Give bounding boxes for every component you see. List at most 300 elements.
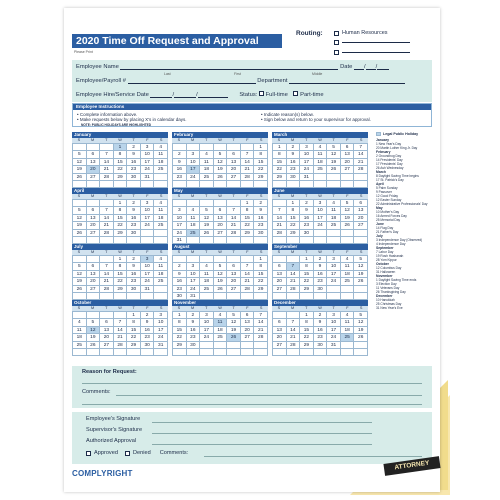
calendar-day[interactable]: 22	[287, 222, 301, 229]
calendar-day[interactable]: 6	[341, 144, 355, 151]
calendar-day[interactable]: 14	[100, 215, 114, 222]
calendar-day[interactable]: 13	[227, 271, 241, 278]
calendar-day[interactable]: 15	[300, 271, 314, 278]
calendar-day[interactable]: 15	[287, 215, 301, 222]
calendar-day[interactable]: 17	[327, 271, 341, 278]
routing-option-3[interactable]	[334, 50, 410, 55]
calendar-day[interactable]: 19	[73, 222, 87, 229]
calendar-day[interactable]: 20	[100, 334, 114, 341]
calendar-day[interactable]: 27	[354, 222, 368, 229]
calendar-day[interactable]: 24	[141, 166, 155, 173]
supervisor-signature-field[interactable]	[152, 433, 372, 434]
calendar-day[interactable]: 6	[227, 263, 241, 270]
calendar-day[interactable]: 3	[314, 200, 328, 207]
calendar-day[interactable]: 21	[114, 334, 128, 341]
calendar-day[interactable]: 5	[73, 207, 87, 214]
calendar-day[interactable]: 2	[187, 312, 201, 319]
calendar-day[interactable]: 14	[100, 159, 114, 166]
calendar-day[interactable]: 18	[73, 334, 87, 341]
calendar-day[interactable]: 9	[127, 151, 141, 158]
calendar-day[interactable]: 15	[114, 215, 128, 222]
calendar-day[interactable]: 9	[187, 319, 201, 326]
calendar-day[interactable]: 10	[141, 263, 155, 270]
calendar-day[interactable]: 25	[341, 334, 355, 341]
calendar-day[interactable]: 11	[341, 263, 355, 270]
calendar-day[interactable]: 9	[127, 207, 141, 214]
calendar-day[interactable]: 21	[273, 222, 287, 229]
calendar-day[interactable]: 28	[241, 174, 255, 181]
calendar-day[interactable]: 17	[314, 215, 328, 222]
calendar-day[interactable]: 19	[73, 166, 87, 173]
calendar-day[interactable]: 10	[327, 263, 341, 270]
calendar-day[interactable]: 29	[287, 230, 301, 237]
calendar-day[interactable]: 25	[187, 230, 201, 237]
calendar-day[interactable]: 12	[354, 263, 368, 270]
routing-checkbox-3[interactable]	[334, 50, 339, 55]
calendar-day[interactable]: 20	[227, 166, 241, 173]
calendar-day[interactable]: 31	[187, 293, 201, 300]
calendar-day[interactable]: 11	[327, 207, 341, 214]
calendar-day[interactable]: 28	[227, 230, 241, 237]
calendar-day[interactable]: 7	[114, 319, 128, 326]
calendar-day[interactable]: 8	[287, 207, 301, 214]
calendar-day[interactable]: 17	[141, 271, 155, 278]
calendar-day[interactable]: 3	[300, 144, 314, 151]
calendar-day[interactable]: 1	[241, 200, 255, 207]
calendar-day[interactable]: 25	[73, 342, 87, 349]
calendar-day[interactable]: 30	[300, 230, 314, 237]
calendar-day[interactable]: 18	[187, 222, 201, 229]
calendar-day[interactable]: 15	[114, 271, 128, 278]
fulltime-checkbox[interactable]	[259, 91, 264, 96]
calendar-day[interactable]: 26	[327, 166, 341, 173]
calendar-day[interactable]: 23	[173, 286, 187, 293]
calendar-day[interactable]: 29	[114, 230, 128, 237]
calendar-day[interactable]: 28	[241, 286, 255, 293]
calendar-day[interactable]: 1	[114, 256, 128, 263]
calendar-day[interactable]: 11	[73, 327, 87, 334]
calendar-day[interactable]: 14	[287, 271, 301, 278]
calendar-day[interactable]: 22	[273, 166, 287, 173]
calendar-day[interactable]: 30	[173, 293, 187, 300]
calendar-day[interactable]: 5	[73, 151, 87, 158]
calendar-day[interactable]: 31	[141, 174, 155, 181]
calendar-day[interactable]: 3	[141, 144, 155, 151]
calendar-day[interactable]: 24	[187, 286, 201, 293]
calendar-day[interactable]: 2	[314, 256, 328, 263]
calendar-day[interactable]: 15	[254, 271, 268, 278]
calendar-day[interactable]: 18	[341, 327, 355, 334]
calendar-day[interactable]: 24	[141, 278, 155, 285]
calendar-day[interactable]: 1	[300, 312, 314, 319]
approval-comments-field[interactable]	[204, 456, 422, 457]
calendar-day[interactable]: 6	[241, 312, 255, 319]
calendar-day[interactable]: 6	[87, 263, 101, 270]
calendar-day[interactable]: 28	[273, 230, 287, 237]
calendar-day[interactable]: 4	[73, 319, 87, 326]
calendar-day[interactable]: 4	[200, 263, 214, 270]
calendar-day[interactable]: 14	[241, 159, 255, 166]
calendar-day[interactable]: 24	[314, 222, 328, 229]
calendar-day[interactable]: 16	[187, 327, 201, 334]
calendar-day[interactable]: 27	[273, 342, 287, 349]
calendar-day[interactable]: 22	[254, 166, 268, 173]
calendar-day[interactable]: 6	[227, 151, 241, 158]
calendar-day[interactable]: 12	[327, 151, 341, 158]
routing-checkbox-2[interactable]	[334, 40, 339, 45]
calendar-day[interactable]: 12	[227, 319, 241, 326]
calendar-day[interactable]: 3	[187, 263, 201, 270]
calendar-day[interactable]: 11	[341, 319, 355, 326]
calendar-day[interactable]: 10	[314, 207, 328, 214]
calendar-day[interactable]: 24	[327, 278, 341, 285]
calendar-day[interactable]: 9	[254, 207, 268, 214]
calendar-day[interactable]: 3	[200, 312, 214, 319]
calendar-day[interactable]: 23	[314, 334, 328, 341]
calendar-day[interactable]: 13	[87, 215, 101, 222]
calendar-day[interactable]: 15	[114, 159, 128, 166]
calendar-day[interactable]: 7	[100, 263, 114, 270]
routing-checkbox-1[interactable]	[334, 31, 339, 36]
calendar-day[interactable]: 24	[187, 174, 201, 181]
calendar-day[interactable]: 14	[241, 271, 255, 278]
calendar-day[interactable]: 12	[200, 215, 214, 222]
authorized-approval-field[interactable]	[152, 444, 372, 445]
calendar-day[interactable]: 25	[214, 334, 228, 341]
calendar-day[interactable]: 31	[173, 237, 187, 244]
calendar-day[interactable]: 2	[300, 200, 314, 207]
calendar-day[interactable]: 7	[241, 263, 255, 270]
calendar-day[interactable]: 31	[327, 342, 341, 349]
calendar-day[interactable]: 11	[154, 207, 168, 214]
calendar-day[interactable]: 25	[341, 278, 355, 285]
calendar-day[interactable]: 2	[127, 256, 141, 263]
calendar-day[interactable]: 22	[114, 166, 128, 173]
calendar-day[interactable]: 15	[127, 327, 141, 334]
calendar-day[interactable]: 6	[87, 151, 101, 158]
calendar-day[interactable]: 10	[154, 319, 168, 326]
calendar-day[interactable]: 25	[154, 278, 168, 285]
calendar-day[interactable]: 9	[173, 271, 187, 278]
calendar-day[interactable]: 13	[87, 271, 101, 278]
calendar-day[interactable]: 30	[187, 342, 201, 349]
calendar-day[interactable]: 28	[100, 286, 114, 293]
calendar-day[interactable]: 30	[141, 342, 155, 349]
calendar-day[interactable]: 11	[200, 159, 214, 166]
calendar-day[interactable]: 16	[314, 271, 328, 278]
calendar-day[interactable]: 13	[241, 319, 255, 326]
calendar-day[interactable]: 20	[341, 159, 355, 166]
calendar-day[interactable]: 23	[254, 222, 268, 229]
calendar-day[interactable]: 25	[154, 166, 168, 173]
calendar-day[interactable]: 10	[173, 215, 187, 222]
calendar-day[interactable]: 9	[173, 159, 187, 166]
calendar-day[interactable]: 9	[300, 207, 314, 214]
payroll-field[interactable]	[128, 78, 256, 84]
calendar-day[interactable]: 13	[227, 159, 241, 166]
calendar-day[interactable]: 18	[154, 159, 168, 166]
calendar-day[interactable]: 31	[300, 174, 314, 181]
calendar-day[interactable]: 19	[214, 166, 228, 173]
calendar-day[interactable]: 25	[200, 174, 214, 181]
calendar-day[interactable]: 28	[287, 286, 301, 293]
calendar-day[interactable]: 10	[187, 271, 201, 278]
calendar-day[interactable]: 10	[200, 319, 214, 326]
calendar-day[interactable]: 28	[100, 230, 114, 237]
calendar-day[interactable]: 4	[154, 144, 168, 151]
calendar-day[interactable]: 20	[273, 334, 287, 341]
calendar-day[interactable]: 2	[173, 151, 187, 158]
calendar-day[interactable]: 8	[114, 207, 128, 214]
calendar-day[interactable]: 7	[100, 207, 114, 214]
calendar-day[interactable]: 26	[354, 278, 368, 285]
approved-checkbox[interactable]	[86, 451, 91, 456]
calendar-day[interactable]: 19	[73, 278, 87, 285]
calendar-day[interactable]: 26	[73, 230, 87, 237]
calendar-day[interactable]: 10	[141, 151, 155, 158]
calendar-day[interactable]: 30	[314, 342, 328, 349]
calendar-day[interactable]: 18	[200, 278, 214, 285]
calendar-day[interactable]: 24	[141, 222, 155, 229]
calendar-day[interactable]: 13	[273, 271, 287, 278]
hire-year-field[interactable]	[198, 92, 228, 98]
calendar-day[interactable]: 28	[114, 342, 128, 349]
calendar-day[interactable]: 18	[214, 327, 228, 334]
calendar-day[interactable]: 9	[314, 319, 328, 326]
calendar-day[interactable]: 20	[354, 215, 368, 222]
calendar-day[interactable]: 3	[327, 312, 341, 319]
calendar-day[interactable]: 30	[127, 174, 141, 181]
calendar-day[interactable]: 3	[327, 256, 341, 263]
calendar-day[interactable]: 26	[73, 286, 87, 293]
calendar-day[interactable]: 10	[187, 159, 201, 166]
calendar-day[interactable]: 22	[300, 278, 314, 285]
calendar-day[interactable]: 26	[214, 286, 228, 293]
calendar-day[interactable]: 22	[173, 334, 187, 341]
calendar-day[interactable]: 29	[241, 230, 255, 237]
calendar-day[interactable]: 20	[227, 278, 241, 285]
calendar-day[interactable]: 2	[127, 144, 141, 151]
calendar-day[interactable]: 14	[114, 327, 128, 334]
calendar-day[interactable]: 5	[341, 200, 355, 207]
calendar-day[interactable]: 22	[241, 222, 255, 229]
calendar-day[interactable]: 18	[154, 215, 168, 222]
calendar-day[interactable]: 8	[173, 319, 187, 326]
calendar-day[interactable]: 26	[354, 334, 368, 341]
calendar-day[interactable]: 17	[327, 327, 341, 334]
date-year-field[interactable]	[377, 64, 389, 70]
calendar-day[interactable]: 24	[200, 334, 214, 341]
calendar-day[interactable]: 27	[273, 286, 287, 293]
calendar-day[interactable]: 18	[154, 271, 168, 278]
calendar-day[interactable]: 6	[100, 319, 114, 326]
calendar-day[interactable]: 2	[127, 200, 141, 207]
calendar-day[interactable]: 8	[127, 319, 141, 326]
calendar-day[interactable]: 15	[254, 159, 268, 166]
calendar-day[interactable]: 29	[254, 286, 268, 293]
calendar-day[interactable]: 1	[273, 144, 287, 151]
calendar-day[interactable]: 23	[127, 222, 141, 229]
parttime-checkbox[interactable]	[293, 91, 298, 96]
calendar-day[interactable]: 21	[254, 327, 268, 334]
calendar-day[interactable]: 29	[173, 342, 187, 349]
routing-option-1[interactable]: Human Resources	[334, 30, 388, 36]
calendar-day[interactable]: 3	[154, 312, 168, 319]
calendar-day[interactable]: 8	[114, 263, 128, 270]
calendar-day[interactable]: 3	[187, 151, 201, 158]
calendar-day[interactable]: 19	[214, 278, 228, 285]
calendar-day[interactable]: 21	[100, 222, 114, 229]
calendar-day[interactable]: 29	[300, 286, 314, 293]
calendar-day[interactable]: 17	[187, 278, 201, 285]
calendar-day[interactable]: 21	[100, 166, 114, 173]
calendar-day[interactable]: 17	[173, 222, 187, 229]
calendar-day[interactable]: 27	[214, 230, 228, 237]
calendar-day[interactable]: 11	[154, 263, 168, 270]
calendar-day[interactable]: 6	[273, 319, 287, 326]
calendar-day[interactable]: 26	[214, 174, 228, 181]
denied-checkbox[interactable]	[125, 451, 130, 456]
calendar-day[interactable]: 16	[173, 278, 187, 285]
calendar-day[interactable]: 14	[287, 327, 301, 334]
calendar-day[interactable]: 9	[141, 319, 155, 326]
calendar-day[interactable]: 16	[173, 166, 187, 173]
calendar-day[interactable]: 8	[114, 151, 128, 158]
calendar-day[interactable]: 1	[114, 200, 128, 207]
calendar-day[interactable]: 17	[141, 159, 155, 166]
calendar-day[interactable]: 22	[114, 278, 128, 285]
calendar-day[interactable]: 18	[327, 215, 341, 222]
calendar-day[interactable]: 12	[73, 159, 87, 166]
calendar-day[interactable]: 7	[241, 151, 255, 158]
calendar-day[interactable]: 7	[354, 144, 368, 151]
calendar-day[interactable]: 26	[73, 174, 87, 181]
calendar-day[interactable]: 23	[141, 334, 155, 341]
calendar-day[interactable]: 14	[273, 215, 287, 222]
calendar-day[interactable]: 19	[354, 327, 368, 334]
calendar-day[interactable]: 9	[314, 263, 328, 270]
calendar-day[interactable]: 15	[241, 215, 255, 222]
calendar-day[interactable]: 14	[100, 271, 114, 278]
calendar-day[interactable]: 8	[254, 263, 268, 270]
calendar-day[interactable]: 23	[173, 174, 187, 181]
calendar-day[interactable]: 11	[187, 215, 201, 222]
calendar-day[interactable]: 6	[354, 200, 368, 207]
calendar-day[interactable]: 23	[127, 166, 141, 173]
calendar-day[interactable]: 27	[87, 286, 101, 293]
calendar-day[interactable]: 11	[200, 271, 214, 278]
calendar-day[interactable]: 1	[114, 144, 128, 151]
calendar-day[interactable]: 28	[287, 342, 301, 349]
calendar-day[interactable]: 17	[141, 215, 155, 222]
calendar-day[interactable]: 3	[141, 256, 155, 263]
calendar-day[interactable]: 28	[354, 166, 368, 173]
calendar-day[interactable]: 4	[341, 256, 355, 263]
calendar-day[interactable]: 30	[254, 230, 268, 237]
calendar-day[interactable]: 23	[300, 222, 314, 229]
calendar-day[interactable]: 21	[241, 278, 255, 285]
calendar-day[interactable]: 12	[73, 271, 87, 278]
calendar-day[interactable]: 5	[327, 144, 341, 151]
calendar-day[interactable]: 27	[100, 342, 114, 349]
calendar-day[interactable]: 4	[154, 256, 168, 263]
calendar-day[interactable]: 4	[214, 312, 228, 319]
calendar-day[interactable]: 17	[200, 327, 214, 334]
calendar-day[interactable]: 10	[300, 151, 314, 158]
calendar-day[interactable]: 4	[200, 151, 214, 158]
calendar-day[interactable]: 24	[173, 230, 187, 237]
calendar-day[interactable]: 20	[273, 278, 287, 285]
calendar-day[interactable]: 29	[127, 342, 141, 349]
calendar-day[interactable]: 22	[127, 334, 141, 341]
calendar-day[interactable]: 19	[87, 334, 101, 341]
calendar-day[interactable]: 3	[141, 200, 155, 207]
calendar-day[interactable]: 25	[154, 222, 168, 229]
calendar-day[interactable]: 30	[314, 286, 328, 293]
calendar-day[interactable]: 12	[73, 215, 87, 222]
calendar-day[interactable]: 16	[141, 327, 155, 334]
calendar-day[interactable]: 8	[300, 319, 314, 326]
calendar-day[interactable]: 4	[327, 200, 341, 207]
calendar-day[interactable]: 25	[327, 222, 341, 229]
calendar-day[interactable]: 29	[254, 174, 268, 181]
calendar-day[interactable]: 5	[87, 319, 101, 326]
calendar-day[interactable]: 15	[300, 327, 314, 334]
calendar-day[interactable]: 6	[273, 263, 287, 270]
calendar-day[interactable]: 28	[254, 334, 268, 341]
calendar-day[interactable]: 21	[100, 278, 114, 285]
calendar-day[interactable]: 26	[341, 222, 355, 229]
calendar-day[interactable]: 19	[354, 271, 368, 278]
calendar-day[interactable]: 29	[273, 174, 287, 181]
calendar-day[interactable]: 11	[314, 151, 328, 158]
calendar-day[interactable]: 17	[154, 327, 168, 334]
calendar-day[interactable]: 16	[314, 327, 328, 334]
calendar-day[interactable]: 19	[200, 222, 214, 229]
comments-line-2[interactable]	[82, 404, 422, 405]
calendar-day[interactable]: 5	[200, 207, 214, 214]
calendar-day[interactable]: 20	[87, 222, 101, 229]
calendar-day[interactable]: 4	[187, 207, 201, 214]
hire-month-field[interactable]	[150, 92, 172, 98]
calendar-day[interactable]: 29	[114, 286, 128, 293]
routing-option-2[interactable]	[334, 40, 410, 45]
calendar-day[interactable]: 10	[327, 319, 341, 326]
calendar-day[interactable]: 7	[287, 263, 301, 270]
calendar-day[interactable]: 19	[227, 327, 241, 334]
calendar-day[interactable]: 2	[287, 144, 301, 151]
calendar-day[interactable]: 7	[273, 207, 287, 214]
calendar-day[interactable]: 14	[254, 319, 268, 326]
calendar-day[interactable]: 1	[287, 200, 301, 207]
calendar-day[interactable]: 8	[254, 151, 268, 158]
calendar-day[interactable]: 29	[300, 342, 314, 349]
calendar-day[interactable]: 11	[154, 151, 168, 158]
calendar-day[interactable]: 12	[87, 327, 101, 334]
calendar-day[interactable]: 7	[100, 151, 114, 158]
calendar-day[interactable]: 17	[300, 159, 314, 166]
calendar-day[interactable]: 5	[227, 312, 241, 319]
calendar-day[interactable]: 1	[254, 144, 268, 151]
calendar-day[interactable]: 31	[141, 286, 155, 293]
department-field[interactable]	[289, 78, 405, 84]
calendar-day[interactable]: 20	[241, 327, 255, 334]
calendar-day[interactable]: 12	[354, 319, 368, 326]
calendar-day[interactable]: 26	[227, 334, 241, 341]
calendar-day[interactable]: 20	[87, 166, 101, 173]
calendar-day[interactable]: 15	[173, 327, 187, 334]
calendar-day[interactable]: 31	[154, 342, 168, 349]
